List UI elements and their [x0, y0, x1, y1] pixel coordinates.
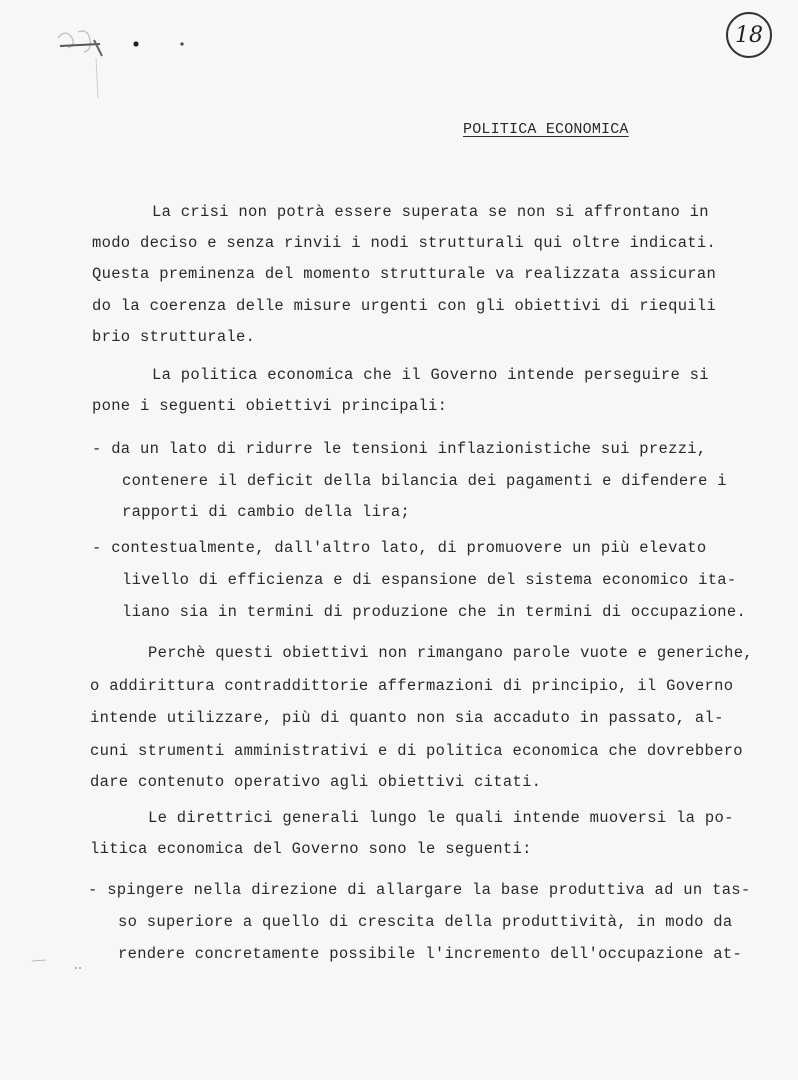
- handwritten-marks: [50, 18, 200, 108]
- text-line: cuni strumenti amministrativi e di politica economica che dovrebbero: [90, 742, 743, 760]
- text-line: o addirittura contraddittorie affermazioni di principio, il Governo: [90, 677, 734, 695]
- text-line: modo deciso e senza rinvii i nodi strutturali qui oltre indicati.: [92, 234, 717, 252]
- text-line: litica economica del Governo sono le seguenti:: [90, 840, 532, 858]
- document-title: POLITICA ECONOMICA: [463, 121, 629, 138]
- page-number: 18: [726, 12, 772, 58]
- text-line: liano sia in termini di produzione che in termini di occupazione.: [122, 603, 747, 621]
- text-line: brio strutturale.: [92, 328, 256, 346]
- text-line: do la coerenza delle misure urgenti con gli obiettivi di riequili: [92, 297, 717, 315]
- list-item-line: - spingere nella direzione di allargare la base produttiva ad un tas-: [88, 881, 751, 899]
- text-line: pone i seguenti obiettivi principali:: [92, 397, 448, 415]
- text-line: La politica economica che il Governo intende perseguire si: [152, 366, 709, 384]
- text-line: Le direttrici generali lungo le quali intende muoversi la po-: [148, 809, 734, 827]
- text-line: Perchè questi obiettivi non rimangano parole vuote e generiche,: [148, 644, 753, 662]
- text-line: rendere concretamente possibile l'incremento dell'occupazione at-: [118, 945, 743, 963]
- margin-marks: [30, 955, 90, 975]
- text-line: Questa preminenza del momento strutturale va realizzata assicuran: [92, 265, 717, 283]
- text-line: intende utilizzare, più di quanto non sia accaduto in passato, al-: [90, 709, 724, 727]
- text-line: La crisi non potrà essere superata se non si affrontano in: [152, 203, 709, 221]
- text-line: dare contenuto operativo agli obiettivi citati.: [90, 773, 542, 791]
- text-line: rapporti di cambio della lira;: [122, 503, 411, 521]
- list-item-line: - contestualmente, dall'altro lato, di promuovere un più elevato: [92, 539, 707, 557]
- text-line: livello di efficienza e di espansione del sistema economico ita-: [122, 571, 737, 589]
- text-line: contenere il deficit della bilancia dei pagamenti e difendere i: [122, 472, 727, 490]
- list-item-line: - da un lato di ridurre le tensioni inflazionistiche sui prezzi,: [92, 440, 707, 458]
- text-line: so superiore a quello di crescita della produttività, in modo da: [118, 913, 733, 931]
